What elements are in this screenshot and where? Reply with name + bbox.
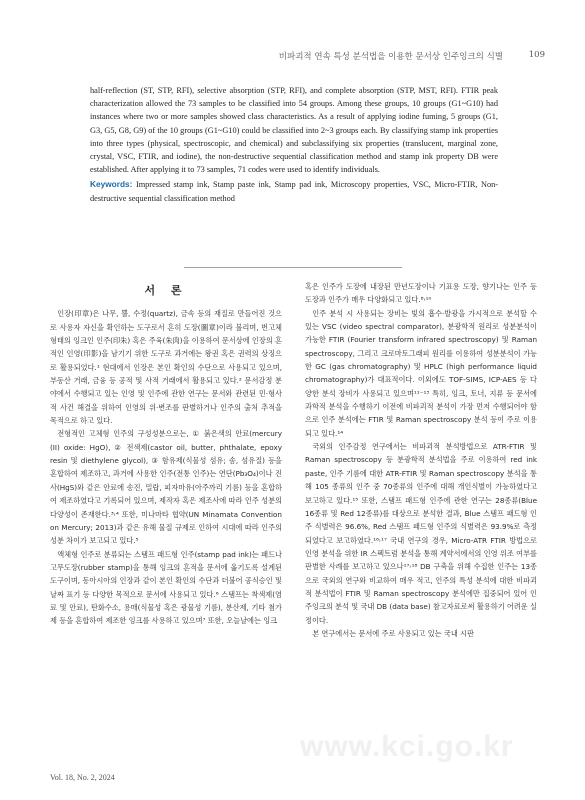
paragraph: 액체형 인주로 분류되는 스탬프 패드형 인주(stamp pad ink)는 패드나 고무도장(rubber stamp)을 통해 잉크의 흔적을 문서에 옮기도록 설계된 도구이며, 동아시아의 인장과 같이 본인 확인의 수단과 더불어 공식승인 및 날짜 표기 등 다양한 목적으로 문서에 사용되고 있다.⁶ 스탬프는 착색제(염료 및 안료), 탄화수소, 용매(식물성 혹은 광물성 기름), 분산제, 기타 첨가제 등을 혼합하여 제조한 잉크를 사용하고 있으며⁷ 또한, 오늘날에는 잉크 [50, 549, 282, 626]
running-header [0, 50, 585, 64]
paragraph: 인장(印章)은 나무, 뿔, 수정(quartz), 금속 등의 재질로 만들어진 것으로 사용자 자신을 확인하는 도구로서 흔히 도장(圖章)이라 불리며, 번고체 형태의 잉크인 인주(印朱) 혹은 주육(朱肉)을 이용하여 문서상에 인장의 흔적인 인영(印影)을 남기기 위한 도구로 과거에는 왕권 혹은 권력의 상징으로 활용되었다.¹ 현대에서 인장은 본인 확인의 수단으로 사용되고 있으며, 부동산 거래, 금융 등 공적 및 사적 거래에서 활용되고 있다.² 문서감정 분야에서 수행되고 있는 인영 및 인주에 관한 연구는 문서와 관련된 민·형사적 사건 해결을 위하여 인영의 위·변조를 판별하거나 인주의 출처 추적을 목적으로 하고 있다. [50, 309, 282, 426]
keywords-text: Impressed stamp ink, Stamp paste ink, Stamp pad ink, Microscopy properties, VSC, Micro-FTIR, Non-destructive sequential classification method [90, 180, 499, 203]
running-title: 비파괴적 연속 특성 분석법을 이용한 문서상 인주잉크의 식별 [278, 52, 503, 62]
paragraph: 인주 분석 시 사용되는 장비는 빛의 흡수·발광을 가시적으로 분석할 수 있는 VSC (video spectral comparator), 분광학적 원리로 성분분석이 가능한 FTIR (Fourier transform infrared spectroscopy) 및 Raman spectroscopy, 그리고 크로마토그래피 원리를 이용하여 성분분석이 가능한 GC (gas chromatography) 및 HPLC (high performance liquid chromatography)가 대표적이다. 이외에도 TOF-SIMS, ICP-AES 등 다양한 분석 장비가 사용되고 있으며¹¹⁻¹³ 특히, 잉크, 토너, 지류 등 문서에 과학적 분석을 수행하기 이전에 비파괴적 분석이 가장 먼저 수행되어야 함으로 인주 분석에는 FTIR 및 Raman spectroscopy 분석 등이 주로 이용되고 있다.¹⁴ [305, 308, 537, 438]
paragraph: 본 연구에서는 문서에 주로 사용되고 있는 국내 시판 [312, 628, 474, 638]
section-title: 서 론 [144, 284, 188, 297]
journal-footer: Vol. 18, No. 2, 2024 [50, 773, 115, 782]
page-number: 109 [528, 50, 545, 60]
section-divider [184, 267, 402, 268]
paragraph: 국외의 인주감정 연구에서는 비파괴적 분석방법으로 ATR-FTIR 및 Raman spectroscopy 등 분광학적 분석법을 주로 이용하여 red ink paste, 인주 기름에 대한 ATR-FTIR 및 Raman spectroscopy 분석을 통해 105 종류의 인주 중 70종류의 인주에 대해 개인식별이 가능하였다고 보고하고 있다.¹⁵ 또한, 스탬프 패드형 인주에 관한 연구는 28종류(Blue 16종류 및 Red 12종류)를 대상으로 분석한 결과, Blue 스탬프 패드형 인주 식별력은 96.6%, Red 스탬프 패드형 인주의 식별력은 93.9%로 측정되었다고 보고하였다.¹⁶˒¹⁷ 국내 연구의 경우, Micro-ATR FTIR 방법으로 인영 분석을 위한 IR 스펙트럼 분석을 통해 계약서에서의 인영 위조 여부를 판별한 사례를 보고하고 있으나¹⁷˒¹⁸ DB 구축을 위해 수집한 인주는 13종으로 국외의 연구와 비교하여 매우 적고, 인주의 특성 분석에 대한 비파괴적 분석법이 FTIR 및 Raman spectroscopy 분석에만 집중되어 있어 인주잉크의 분석 및 국내 DB (data base) 참고자료로써 활용하기 어려운 실정이다. [305, 442, 537, 625]
left-column [50, 280, 282, 628]
paragraph: 전형적인 고체형 인주의 구성성분으로는, ① 붉은색의 안료(mercury (II) oxide: HgO), ② 전색제(castor oil, butter, phthalate, epoxy resin 및 diethylene glycol), ③ 함유제(식물성 섬유; 솜, 섬유질) 등을 혼합하여 제조하고, 과거에 사용한 인주(전통 인주)는 연단(Pb₃O₄)이나 진사(HgS)와 같은 안료에 송진, 밀랍, 피자마유(아주까리 기름) 등을 혼합하여 제조하였다고 기록되어 있으며, 제작자 혹은 제조사에 따라 인주 성분의 다양성이 존재한다.³˒⁴ 또한, 미나마타 협약(UN Minamata Convention on Mercury; 2013)과 같은 유해 물질 규제로 인하여 시대에 따라 인주의 성분 차이가 보고되고 있다.⁵ [50, 429, 282, 546]
right-column [305, 280, 537, 640]
abstract-block [90, 84, 498, 205]
paragraph: 혹은 인주가 도장에 내장된 만년도장이나 기표용 도장, 향기나는 인주 등 도장과 인주가 매우 다양화되고 있다.⁸˒¹⁰ [305, 282, 537, 305]
keywords-line [90, 178, 498, 204]
keywords-label: Keywords: [90, 179, 133, 190]
watermark: www.kci.go.kr [300, 730, 514, 763]
abstract-text: half-reflection (ST, STP, RFI), selective absorption (STP, RFI), and complete absorption (STP, MST, RFI). FTIR peak characterization allowed the 73 samples to be classified into 54 groups. Among these groups, 10 groups (G1~G10) had instances where two or more samples showed class characteristics. As a result of applying iodine fuming, 5 groups (G1, G3, G5, G8, G9) of the 10 groups (G1~G10) could be classified into 2~3 groups each. By classifying stamp ink properties into three types (physical, spectroscopic, and chemical) and subclassifying six properties (translucent, marginal zone, crystal, VSC, FTIR, and iodine), the non-destructive sequential classification method and stamp ink property DB were established. After applying it to 73 samples, 71 codes were used to identify individuals. [90, 86, 498, 175]
